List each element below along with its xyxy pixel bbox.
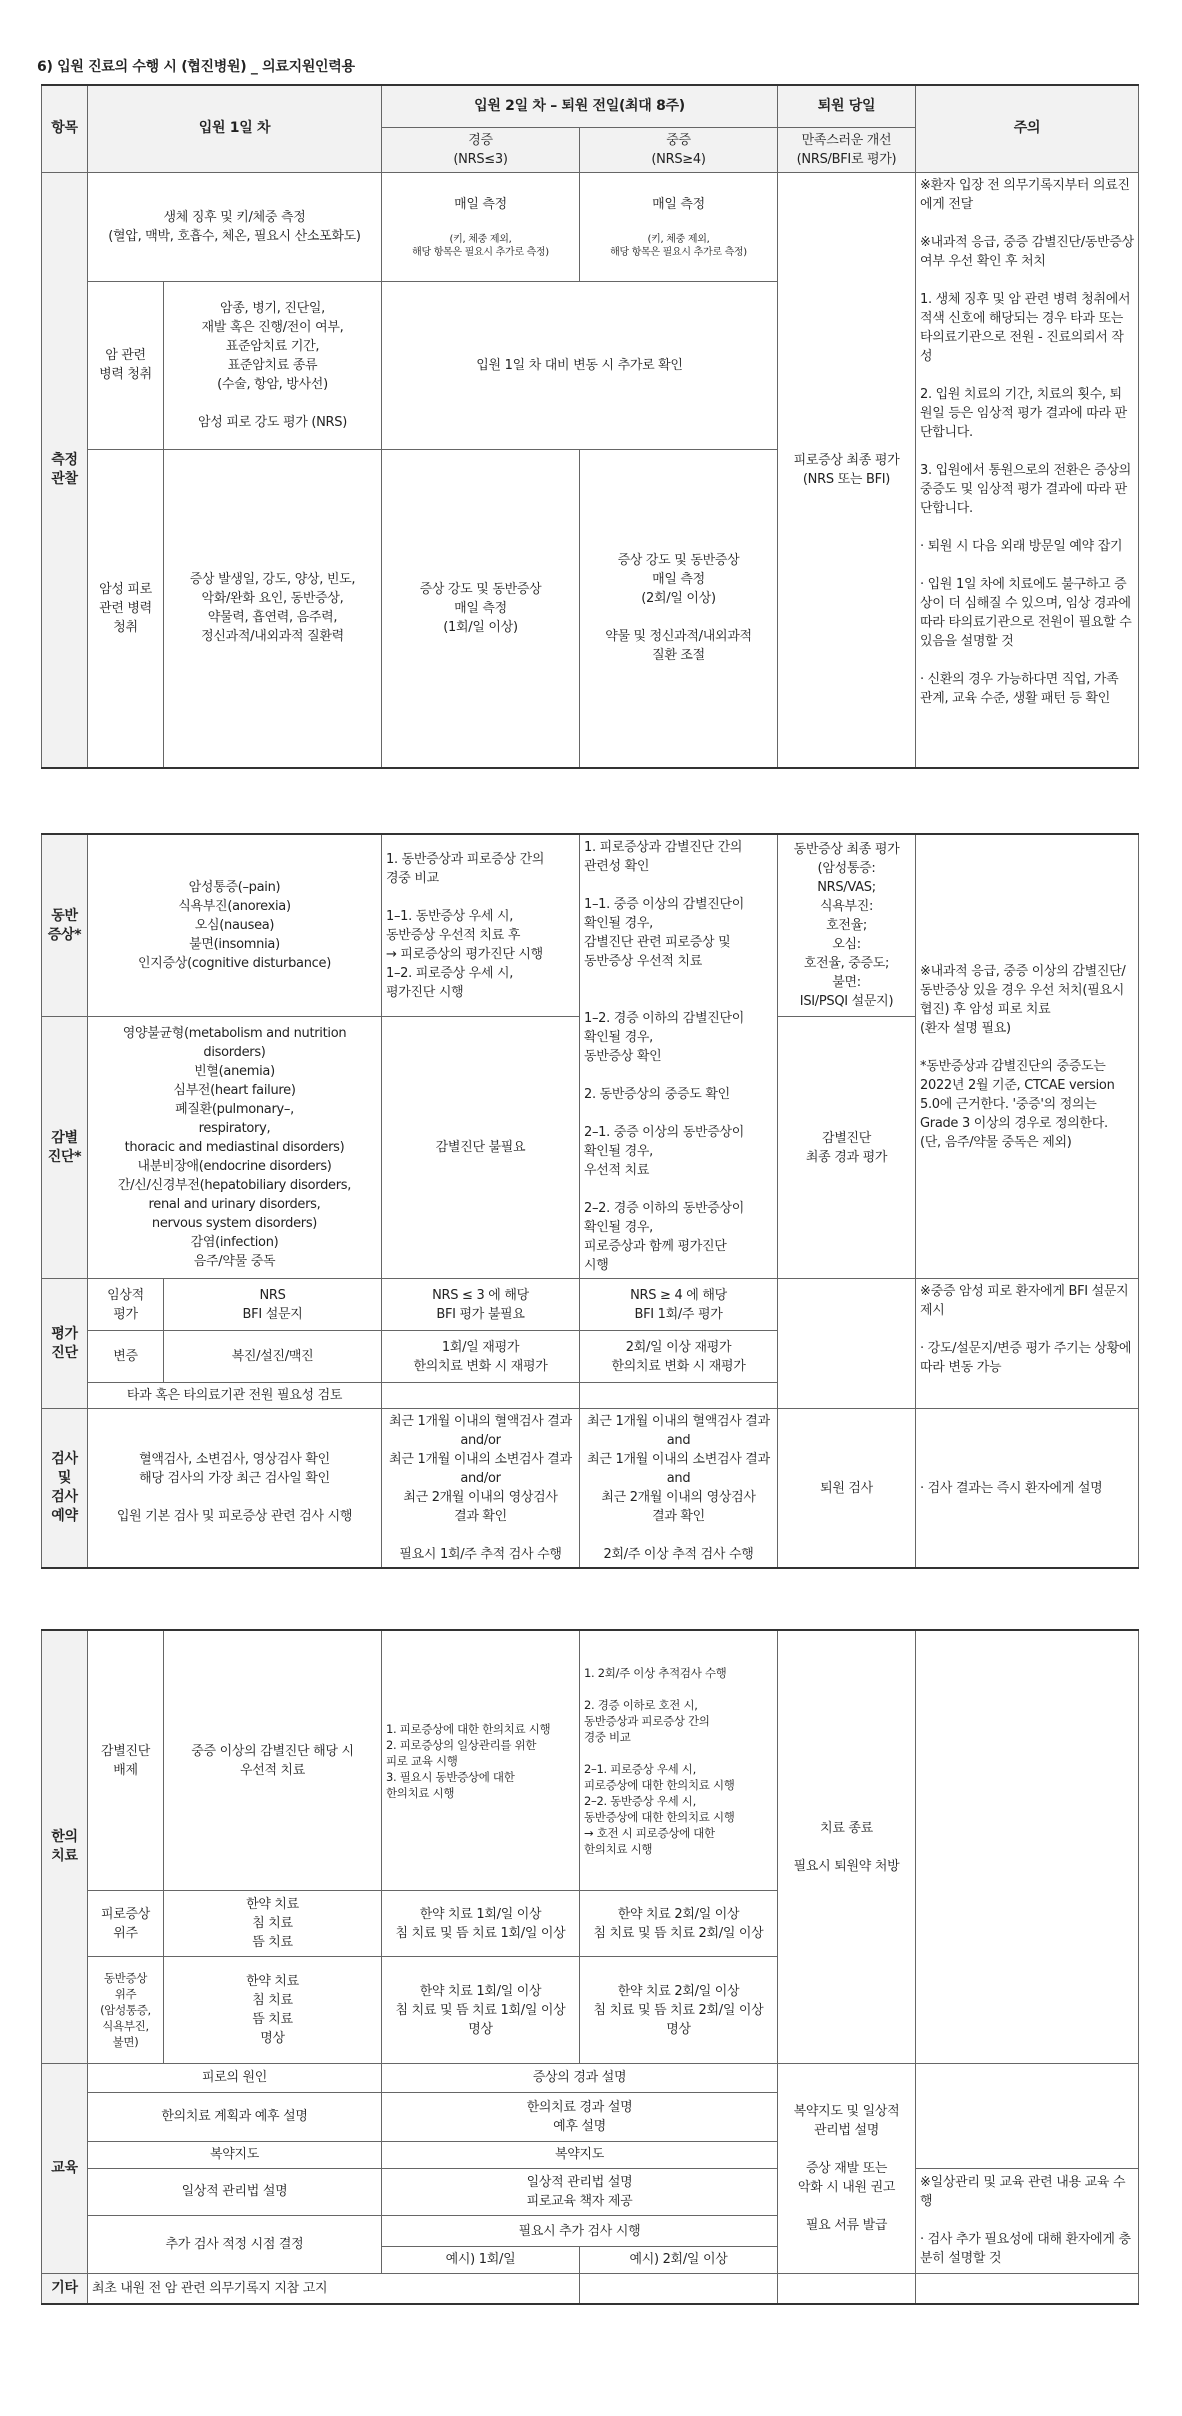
vitals-severe [580,172,778,281]
eval-clinical-label: 임상적 평가 [88,1279,164,1331]
edu-cause-day1: 피로의 원인 [88,2064,382,2093]
kmed-fatigue-severe: 한약 치료 2회/일 이상 침 치료 및 뜸 치료 2회/일 이상 [580,1891,778,1957]
edu-plan-day1: 한의치료 계획과 예후 설명 [88,2092,382,2141]
category-education: 교육 [42,2064,88,2274]
kmed-exclusion-label: 감별진단 배제 [88,1630,164,1891]
fatigue-history-label: 암성 피로 관련 병력 청취 [88,449,164,768]
eval-discharge-empty [778,1279,916,1409]
differential-list: 영양불균형(metabolism and nutrition disorders) 빈혈(anemia) 심부전(heart failure) 폐질환(pulmonary–, respiratory, thoracic and mediastinal disorders) 내분비장애(endocrine disorders) 간/신/신경부전(hepatobiliary disorders, renal and urinary disorders, nervous system disorders) 감염(infection) 음주/약물 중독 [88,1017,382,1279]
category-etc: 기타 [42,2273,88,2304]
vitals-mild [382,172,580,281]
header-note: 주의 [916,85,1139,172]
eval-transfer-severe-empty [580,1383,778,1409]
edu-exam-mid: 필요시 추가 검사 시행 [382,2216,778,2247]
edu-daily-mid: 일상적 관리법 설명 피로교육 책자 제공 [382,2168,778,2215]
vitals-mild-main: 매일 측정 [454,196,507,212]
eval-clinical-severe: NRS ≥ 4 에 해당 BFI 1회/주 평가 [580,1279,778,1331]
category-evaluation: 평가 진단 [42,1279,88,1409]
exam-day1: 혈액검사, 소변검사, 영상검사 확인 해당 검사의 가장 최근 검사일 확인 입원 기본 검사 및 피로증상 관련 검사 시행 [88,1409,382,1569]
etc-notice: 최초 내원 전 암 관련 의무기록지 지참 고지 [88,2273,580,2304]
category-comorbid: 동반 증상* [42,834,88,1017]
header-severe: 중증 (NRS≥4) [580,127,778,172]
exam-severe: 최근 1개월 이내의 혈액검사 결과 and 최근 1개월 이내의 소변검사 결과 and 최근 2개월 이내의 영상검사 결과 확인 2회/주 이상 추적 검사 수행 [580,1409,778,1569]
header-satisfy: 만족스러운 개선 (NRS/BFI로 평가) [778,127,916,172]
discharge-measure: 피로증상 최종 평가 (NRS 또는 BFI) [778,172,916,768]
kmed-comorbid-day1: 한약 치료 침 치료 뜸 치료 명상 [164,1957,382,2064]
etc-discharge-empty [778,2273,916,2304]
header-mid: 입원 2일 차 – 퇴원 전일(최대 8주) [382,85,778,127]
kmed-discharge: 치료 종료 필요시 퇴원약 처방 [778,1630,916,2064]
edu-exam-mild: 예시) 1회/일 [382,2246,580,2273]
eval-type-label: 변증 [88,1331,164,1383]
comorbid-discharge: 동반증상 최종 평가 (암성통증: NRS/VAS; 식욕부진: 호전율; 오심: 호전율, 중증도; 불면: ISI/PSQI 설문지) [778,834,916,1017]
mid-severe-steps: 1. 피로증상과 감별진단 간의 관련성 확인 1–1. 중증 이상의 감별진단이 확인될 경우, 감별진단 관련 피로증상 및 동반증상 우선적 치료 1–2. 경증 이하의 감별진단이 확인될 경우, 동반증상 확인 2. 동반증상의 중증도 확인 2–1. 중증 이상의 동반증상이 확인될 경우, 우선적 치료 2–2. 경증 이하의 동반증상이 확인될 경우, 피로증상과 함께 평가진단 시행 [580,834,778,1279]
cancer-history-day1: 암종, 병기, 진단일, 재발 혹은 진행/전이 여부, 표준암치료 기간, 표준암치료 종류 (수술, 항암, 방사선) 암성 피로 강도 평가 (NRS) [164,281,382,449]
table-diagnosis [41,833,1139,1569]
category-measure: 측정 관찰 [42,172,88,768]
eval-clinical-day1: NRS BFI 설문지 [164,1279,382,1331]
kmed-comorbid-mild: 한약 치료 1회/일 이상 침 치료 및 뜸 치료 1회/일 이상 명상 [382,1957,580,2064]
kmed-exclusion-mild: 1. 피로증상에 대한 한의치료 시행 2. 피로증상의 일상관리를 위한 피로 교육 시행 3. 필요시 동반증상에 대한 한의치료 시행 [382,1630,580,1891]
fatigue-history-mild: 증상 강도 및 동반증상 매일 측정 (1회/일 이상) [382,449,580,768]
kmed-comorbid-severe: 한약 치료 2회/일 이상 침 치료 및 뜸 치료 2회/일 이상 명상 [580,1957,778,2064]
eval-type-mild: 1회/일 재평가 한의치료 변화 시 재평가 [382,1331,580,1383]
note-comorbid: ※내과적 응급, 중증 이상의 감별진단/동반증상 있을 경우 우선 처치(필요시 협진) 후 암성 피로 치료 (환자 설명 필요) *동반증상과 감별진단의 중증도는 2022년 2월 기준, CTCAE version 5.0에 근거한다. '중증'의 정의는 Grade 3 이상의 경우로 정의한다. (단, 음주/약물 중독은 제외) [916,834,1139,1279]
table-measurement [41,84,1139,769]
etc-severe-empty [580,2273,778,2304]
cancer-history-mid: 입원 1일 차 대비 변동 시 추가로 확인 [382,281,778,449]
edu-plan-mid: 한의치료 경과 설명 예후 설명 [382,2092,778,2141]
header-day1: 입원 1일 차 [88,85,382,172]
comorbid-list: 암성통증(–pain) 식욕부진(anorexia) 오심(nausea) 불면(insomnia) 인지증상(cognitive disturbance) [88,834,382,1017]
edu-daily-day1: 일상적 관리법 설명 [88,2168,382,2215]
page-heading: 6) 입원 진료의 수행 시 (협진병원) _ 의료지원인력용 [37,59,355,75]
fatigue-history-severe: 증상 강도 및 동반증상 매일 측정 (2회/일 이상) 약물 및 정신과적/내외과적 질환 조절 [580,449,778,768]
note-measure: ※환자 입장 전 의무기록지부터 의료진에게 전달 ※내과적 응급, 중증 감별진단/동반증상 여부 우선 확인 후 처치 1. 생체 징후 및 암 관련 병력 청취에서 적색 신호에 해당되는 경우 타과 또는 타의료기관으로 전원 - 진료의뢰서 작성 2. 입원 치료의 기간, 치료의 횟수, 퇴원일 등은 임상적 평가 결과에 따라 판단합니다. 3. 입원에서 통원으로의 전환은 증상의 중증도 및 임상적 평가 결과에 따라 판단합니다. · 퇴원 시 다음 외래 방문일 예약 잡기 · 입원 1일 차에 치료에도 불구하고 증상이 더 심해질 수 있으며, 임상 경과에 따라 타의료기관으로 전원이 필요할 수 있음을 설명할 것 · 신환의 경우 가능하다면 직업, 가족 관계, 교육 수준, 생활 패턴 등 확인 [916,172,1139,768]
note-evaluation: ※중증 암성 피로 환자에게 BFI 설문지 제시 · 강도/설문지/변증 평가 주기는 상황에 따라 변동 가능 [916,1279,1139,1409]
edu-discharge: 복약지도 및 일상적 관리법 설명 증상 재발 또는 악화 시 내원 권고 필요 서류 발급 [778,2064,916,2274]
edu-medication-mid: 복약지도 [382,2142,778,2169]
differential-discharge: 감별진단 최종 경과 평가 [778,1017,916,1279]
kmed-exclusion-severe: 1. 2회/주 이상 추적검사 수행 2. 경증 이하로 호전 시, 동반증상과 피로증상 간의 경중 비교 2–1. 피로증상 우세 시, 피로증상에 대한 한의치료 시행 2–2. 동반증상 우세 시, 동반증상에 대한 한의치료 시행 → 호전 시 피로증상에 대한 한의치료 시행 [580,1630,778,1891]
edu-exam-severe: 예시) 2회/일 이상 [580,2246,778,2273]
note-exam: · 검사 결과는 즉시 환자에게 설명 [916,1409,1139,1569]
exam-mild: 최근 1개월 이내의 혈액검사 결과 and/or 최근 1개월 이내의 소변검사 결과 and/or 최근 2개월 이내의 영상검사 결과 확인 필요시 1회/주 추적 검사 수행 [382,1409,580,1569]
edu-exam-day1: 추가 검사 적정 시점 결정 [88,2216,382,2274]
note-education: ※일상관리 및 교육 관련 내용 교육 수행 · 검사 추가 필요성에 대해 환자에게 충분히 설명할 것 [916,2168,1139,2273]
vitals-severe-main: 매일 측정 [652,196,705,212]
vitals-mild-sub: (키, 체중 제외, 해당 항목은 필요시 추가로 측정) [412,233,549,258]
eval-transfer-mild-empty [382,1383,580,1409]
differential-mild: 감별진단 불필요 [382,1017,580,1279]
edu-note-empty [916,2064,1139,2169]
cancer-history-label: 암 관련 병력 청취 [88,281,164,449]
eval-type-severe: 2회/일 이상 재평가 한의치료 변화 시 재평가 [580,1331,778,1383]
exam-discharge: 퇴원 검사 [778,1409,916,1569]
fatigue-history-day1: 증상 발생일, 강도, 양상, 빈도, 악화/완화 요인, 동반증상, 약물력, 흡연력, 음주력, 정신과적/내외과적 질환력 [164,449,382,768]
category-korean-medicine: 한의 치료 [42,1630,88,2064]
kmed-exclusion-day1: 중증 이상의 감별진단 해당 시 우선적 치료 [164,1630,382,1891]
header-mild: 경증 (NRS≤3) [382,127,580,172]
kmed-comorbid-label: 동반증상 위주 (암성통증, 식욕부진, 불면) [88,1957,164,2064]
header-discharge: 퇴원 당일 [778,85,916,127]
etc-note-empty [916,2273,1139,2304]
kmed-fatigue-day1: 한약 치료 침 치료 뜸 치료 [164,1891,382,1957]
kmed-fatigue-label: 피로증상 위주 [88,1891,164,1957]
vitals-severe-sub: (키, 체중 제외, 해당 항목은 필요시 추가로 측정) [610,233,747,258]
kmed-fatigue-mild: 한약 치료 1회/일 이상 침 치료 및 뜸 치료 1회/일 이상 [382,1891,580,1957]
category-exam: 검사 및 검사 예약 [42,1409,88,1569]
table-treatment [41,1629,1139,2305]
header-item: 항목 [42,85,88,172]
category-differential: 감별 진단* [42,1017,88,1279]
edu-cause-mid: 증상의 경과 설명 [382,2064,778,2093]
edu-medication-day1: 복약지도 [88,2142,382,2169]
eval-transfer: 타과 혹은 타의료기관 전원 필요성 검토 [88,1383,382,1409]
vitals-day1: 생체 징후 및 키/체중 측정 (혈압, 맥박, 호흡수, 체온, 필요시 산소포화도) [88,172,382,281]
eval-clinical-mild: NRS ≤ 3 에 해당 BFI 평가 불필요 [382,1279,580,1331]
eval-type-day1: 복진/설진/맥진 [164,1331,382,1383]
kmed-note-empty [916,1630,1139,2064]
comorbid-mild: 1. 동반증상과 피로증상 간의 경중 비교 1–1. 동반증상 우세 시, 동반증상 우선적 치료 후 → 피로증상의 평가진단 시행 1–2. 피로증상 우세 시, 평가진단 시행 [382,834,580,1017]
